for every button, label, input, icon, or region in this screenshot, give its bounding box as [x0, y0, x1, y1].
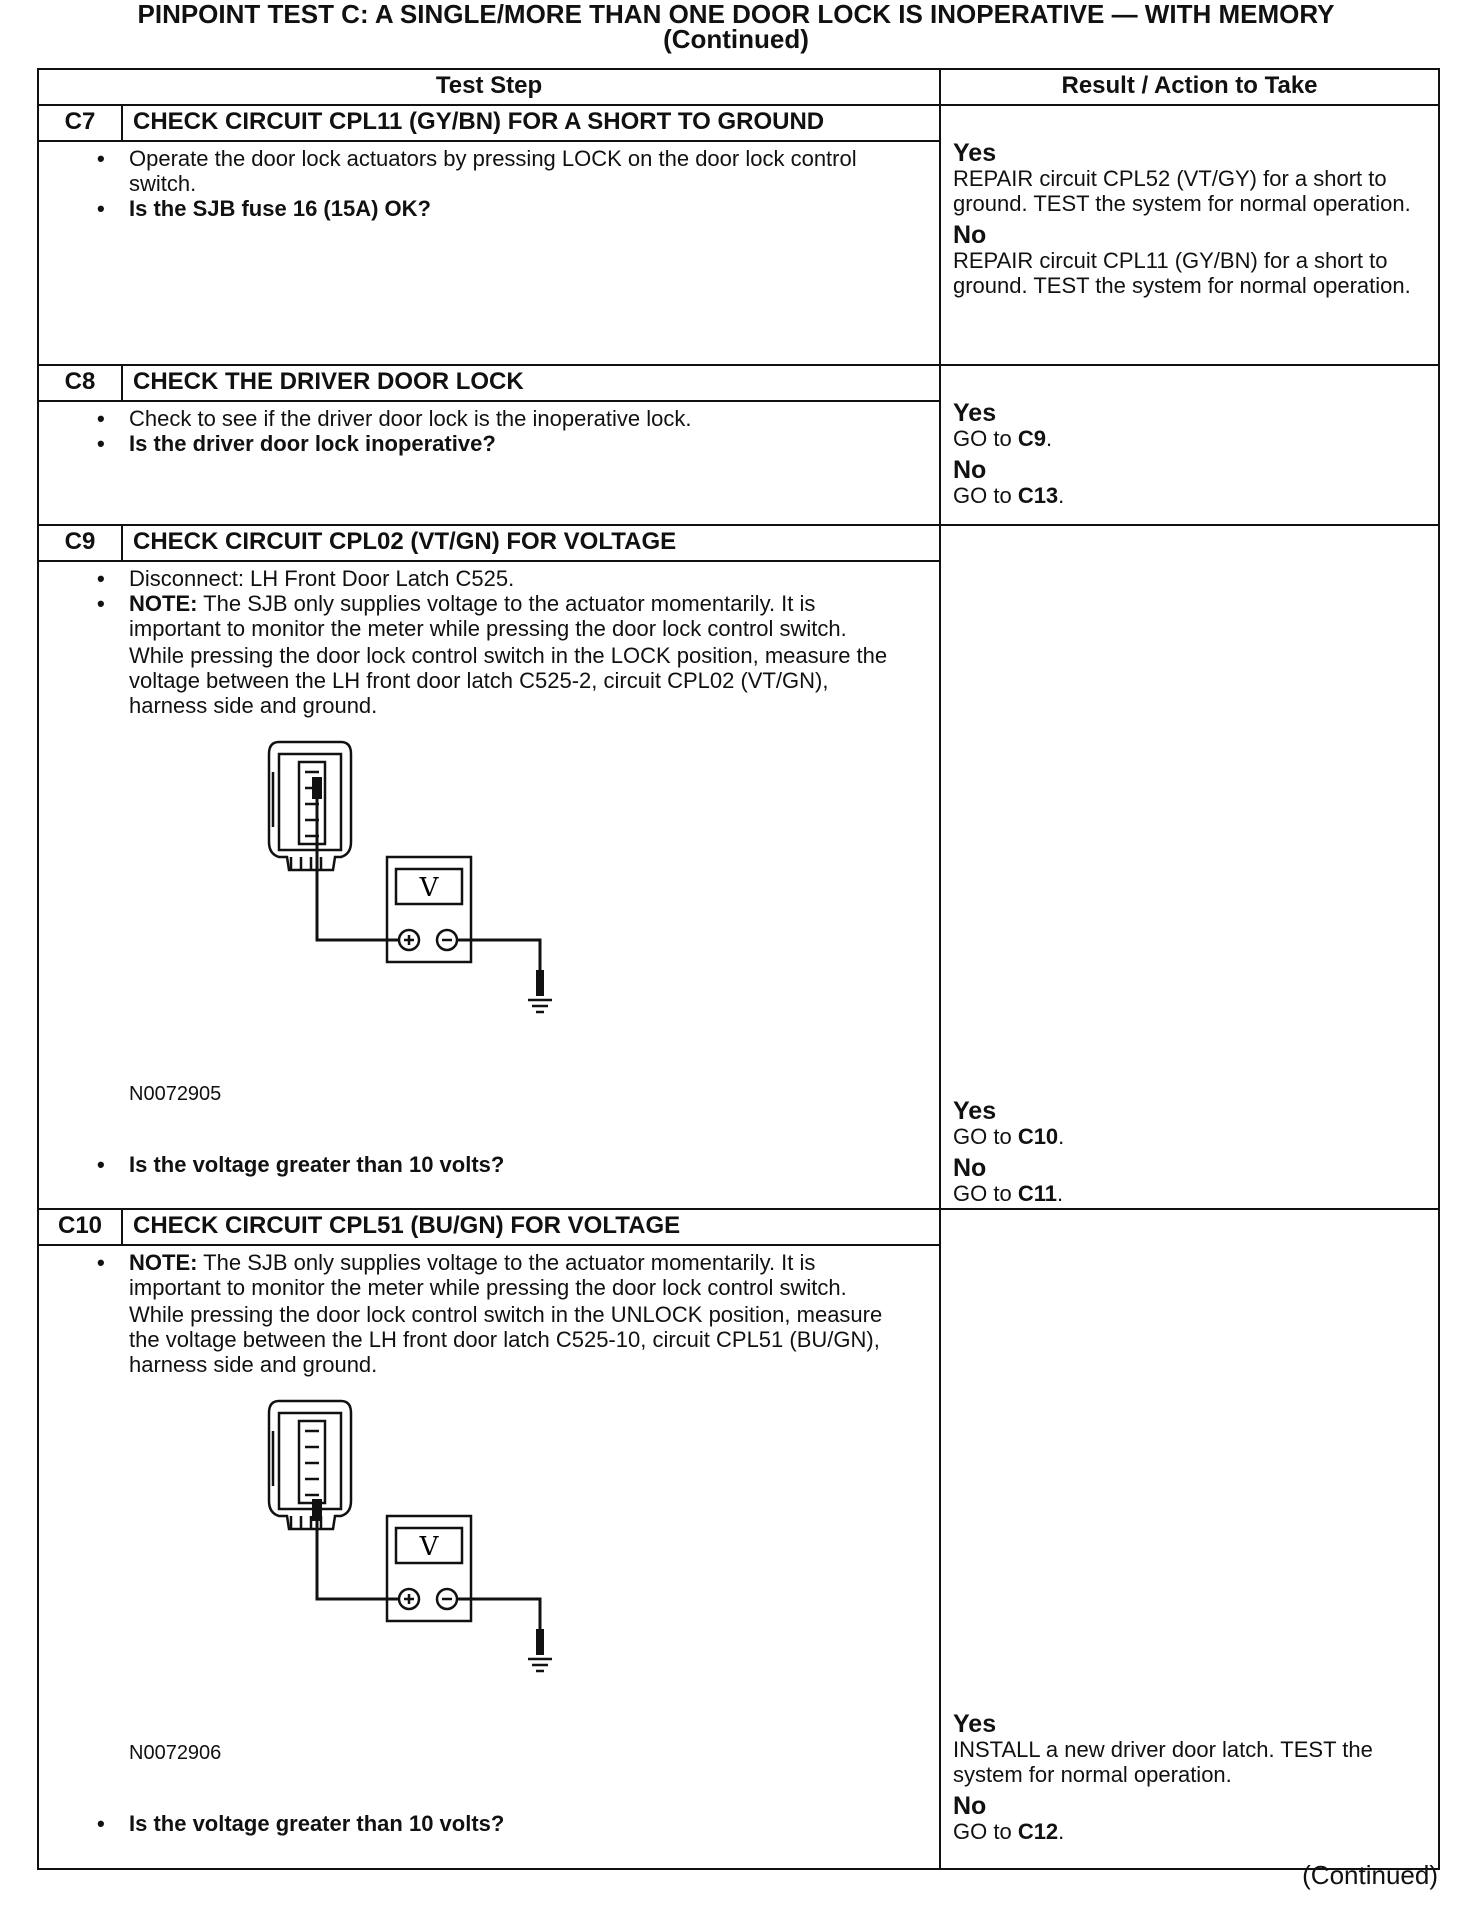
step-body-c8 [38, 401, 940, 525]
bullet-item: • Check to see if the driver door lock is the inoperative lock. [129, 406, 899, 431]
result-header: Result / Action to Take [940, 69, 1439, 105]
note-label: NOTE: [129, 591, 198, 616]
question-item: • Is the voltage greater than 10 volts? [129, 1152, 899, 1177]
continued-footer: (Continued) [1302, 1860, 1438, 1890]
step-c8-heading-row [38, 365, 1439, 401]
step-heading-c9: CHECK CIRCUIT CPL02 (VT/GN) FOR VOLTAGE [122, 525, 940, 561]
result-c8 [940, 365, 1439, 525]
no-action: REPAIR circuit CPL11 (GY/BN) for a short to ground. TEST the system for normal operation. [953, 248, 1411, 298]
connector-voltmeter-diagram [129, 732, 669, 1092]
probe-pin [312, 777, 322, 799]
ground-probe [536, 970, 544, 996]
step-id-c7: C7 [38, 105, 122, 141]
pinpoint-test-table [37, 68, 1440, 1870]
no-label: No [953, 221, 987, 249]
connector-voltmeter-diagram [129, 1391, 669, 1751]
no-label: No [953, 456, 987, 484]
note-item [129, 1250, 899, 1300]
no-label: No [953, 1154, 987, 1182]
question-item: • Is the SJB fuse 16 (15A) OK? [129, 196, 899, 221]
result-c10 [940, 1209, 1439, 1869]
instruction-paragraph: While pressing the door lock control switch in the UNLOCK position, measure the voltage between the LH front door latch C525-10, circuit CPL51 (BU/GN), harness side and ground. [129, 1302, 883, 1377]
table-header-row [38, 69, 1439, 105]
instruction-paragraph: While pressing the door lock control switch in the LOCK position, measure the voltage between the LH front door latch C525-2, circuit CPL02 (VT/GN), harness side and ground. [129, 643, 888, 718]
test-step-header: Test Step [38, 69, 940, 105]
note-item [129, 591, 899, 641]
result-c9 [940, 525, 1439, 1209]
no-action: GO to C13. [953, 483, 1065, 508]
meter-readout: V [419, 873, 439, 903]
step-heading-c10: CHECK CIRCUIT CPL51 (BU/GN) FOR VOLTAGE [122, 1209, 940, 1245]
meter-readout: V [419, 1532, 439, 1562]
bullet-item: • Disconnect: LH Front Door Latch C525. [129, 566, 899, 591]
result-c7 [940, 105, 1439, 365]
step-heading-c8: CHECK THE DRIVER DOOR LOCK [122, 365, 940, 401]
step-id-c8: C8 [38, 365, 122, 401]
step-body-c10 [38, 1245, 940, 1869]
note-text: The SJB only supplies voltage to the actuator momentarily. It is important to monitor the meter while pressing the door lock control switch. [129, 1250, 847, 1300]
step-c9-heading-row [38, 525, 1439, 561]
note-label: NOTE: [129, 1250, 198, 1275]
step-body-c9 [38, 561, 940, 1209]
figure-id: N0072905 [129, 1083, 222, 1105]
voltmeter-figure [129, 1391, 669, 1811]
ground-probe [536, 1629, 544, 1655]
question-item: • Is the voltage greater than 10 volts? [129, 1811, 899, 1836]
step-body-c7 [38, 141, 940, 365]
step-heading-c7: CHECK CIRCUIT CPL11 (GY/BN) FOR A SHORT TO GROUND [122, 105, 940, 141]
yes-action: INSTALL a new driver door latch. TEST the system for normal operation. [953, 1737, 1373, 1787]
no-action: GO to C11. [953, 1181, 1064, 1206]
yes-label: Yes [953, 139, 997, 167]
note-text: The SJB only supplies voltage to the actuator momentarily. It is important to monitor the meter while pressing the door lock control switch. [129, 591, 847, 641]
yes-action: REPAIR circuit CPL52 (VT/GY) for a short to ground. TEST the system for normal operation. [953, 166, 1411, 216]
bullet-item: • Operate the door lock actuators by pressing LOCK on the door lock control switch. [129, 146, 899, 196]
question-item: • Is the driver door lock inoperative? [129, 431, 899, 456]
probe-pin [312, 1499, 322, 1521]
yes-label: Yes [953, 1097, 997, 1125]
yes-action: GO to C10. [953, 1124, 1065, 1149]
no-label: No [953, 1792, 987, 1820]
yes-label: Yes [953, 399, 997, 427]
page-title [40, 2, 1432, 52]
step-id-c10: C10 [38, 1209, 122, 1245]
figure-id: N0072906 [129, 1742, 222, 1764]
voltmeter-figure [129, 732, 669, 1152]
step-c7-heading-row [38, 105, 1439, 141]
title-line-1: PINPOINT TEST C: A SINGLE/MORE THAN ONE DOOR LOCK IS INOPERATIVE — WITH MEMORY [137, 0, 1335, 29]
yes-action: GO to C9. [953, 426, 1053, 451]
step-c10-heading-row [38, 1209, 1439, 1245]
title-line-2: (Continued) [663, 24, 809, 54]
step-id-c9: C9 [38, 525, 122, 561]
no-action: GO to C12. [953, 1819, 1065, 1844]
yes-label: Yes [953, 1710, 997, 1738]
